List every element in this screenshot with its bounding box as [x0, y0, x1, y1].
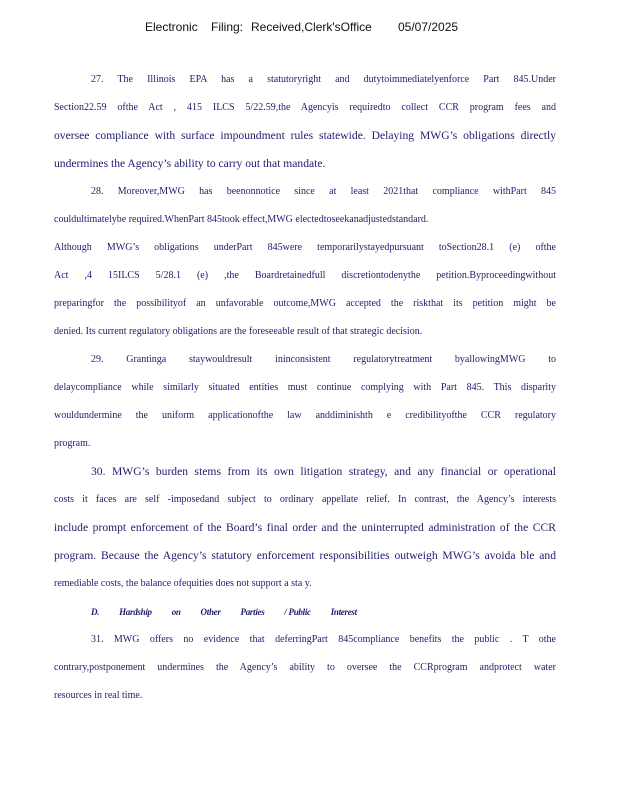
- paragraph-line: resources in real time.: [54, 690, 143, 701]
- section-heading: [54, 602, 556, 630]
- paragraph-line: Section22.59 ofthe Act , 415 ILCS 5/22.59,the Agencyis requiredto collect CCR program fees and: [54, 102, 556, 113]
- paragraph-line: delaycompliance while similarly situated entities must continue complying with Part 845. This disparity: [54, 382, 556, 393]
- paragraph-line: costs it faces are self -imposedand subject to ordinary appellate relief. In contrast, the Agency’s interests: [54, 494, 556, 505]
- paragraph-line: denied. Its current regulatory obligations are the foreseeable result of that strategic decision.: [54, 326, 423, 337]
- paragraph-line: program. Because the Agency’s statutory enforcement responsibilities outweigh MWG’s avoida ble and: [54, 549, 556, 562]
- paragraph-29: [54, 350, 556, 462]
- paragraph-line: program.: [54, 438, 91, 449]
- heading-word: on: [171, 607, 181, 617]
- paragraph-line: 27. The Illinois EPA has a statutoryright and dutytoimmediatelyenforce Part 845.Under: [91, 74, 556, 85]
- paragraph-28: [54, 182, 556, 350]
- paragraph-line: 28. Moreover,MWG has beenonnotice since at least 2021that compliance withPart 845: [91, 186, 556, 197]
- heading-word: / Public: [284, 607, 311, 617]
- paragraph-line: Although MWG’s obligations underPart 845were temporarilystayedpursuant toSection28.1 (e) ofthe: [54, 242, 556, 253]
- paragraph-line: 29. Grantinga staywouldresult ininconsistent regulatorytreatment byallowingMWG to: [91, 354, 556, 365]
- header-filing: Filing:: [211, 20, 244, 34]
- heading-word: Other: [200, 607, 221, 617]
- header-electronic: Electronic: [145, 20, 198, 34]
- paragraph-30: [54, 462, 556, 602]
- paragraph-line: oversee compliance with surface impoundment rules statewide. Delaying MWG’s obligations directly: [54, 129, 556, 142]
- heading-word: Interest: [330, 607, 357, 617]
- heading-word: Parties: [240, 607, 265, 617]
- paragraph-31: [54, 630, 556, 714]
- paragraph-line: wouldundermine the uniform applicationofthe law anddiminishth e credibilityofthe CCR regulatory: [54, 410, 556, 421]
- paragraph-line: contrary,postponement undermines the Agency’s ability to oversee the CCRprogram andprotect water: [54, 662, 556, 673]
- paragraph-line: include prompt enforcement of the Board’s final order and the uninterrupted administration of the CCR: [54, 521, 556, 534]
- paragraph-line: 30. MWG’s burden stems from its own litigation strategy, and any financial or operational: [91, 465, 556, 478]
- heading-letter: D.: [91, 607, 100, 617]
- heading-word: Hardship: [119, 607, 152, 617]
- paragraph-line: couldultimatelybe required.WhenPart 845took effect,MWG electedtoseekanadjustedstandard.: [54, 214, 429, 225]
- header-received: Received,Clerk'sOffice: [251, 20, 372, 34]
- paragraph-line: undermines the Agency’s ability to carry out that mandate.: [54, 157, 326, 170]
- paragraph-line: 31. MWG offers no evidence that deferringPart 845compliance benefits the public . T othe: [91, 634, 556, 645]
- paragraph-27: [54, 70, 556, 182]
- paragraph-line: preparingfor the possibilityof an unfavorable outcome,MWG accepted the riskthat its petition might be: [54, 298, 556, 309]
- header-date: 05/07/2025: [398, 20, 459, 34]
- document-body: [54, 70, 556, 714]
- paragraph-line: Act ,4 15ILCS 5/28.1 (e) ,the Boardretainedfull discretiontodenythe petition.Byproceedingwithout: [54, 270, 556, 281]
- paragraph-line: remediable costs, the balance ofequities does not support a sta y.: [54, 578, 312, 589]
- filing-header: [0, 20, 618, 36]
